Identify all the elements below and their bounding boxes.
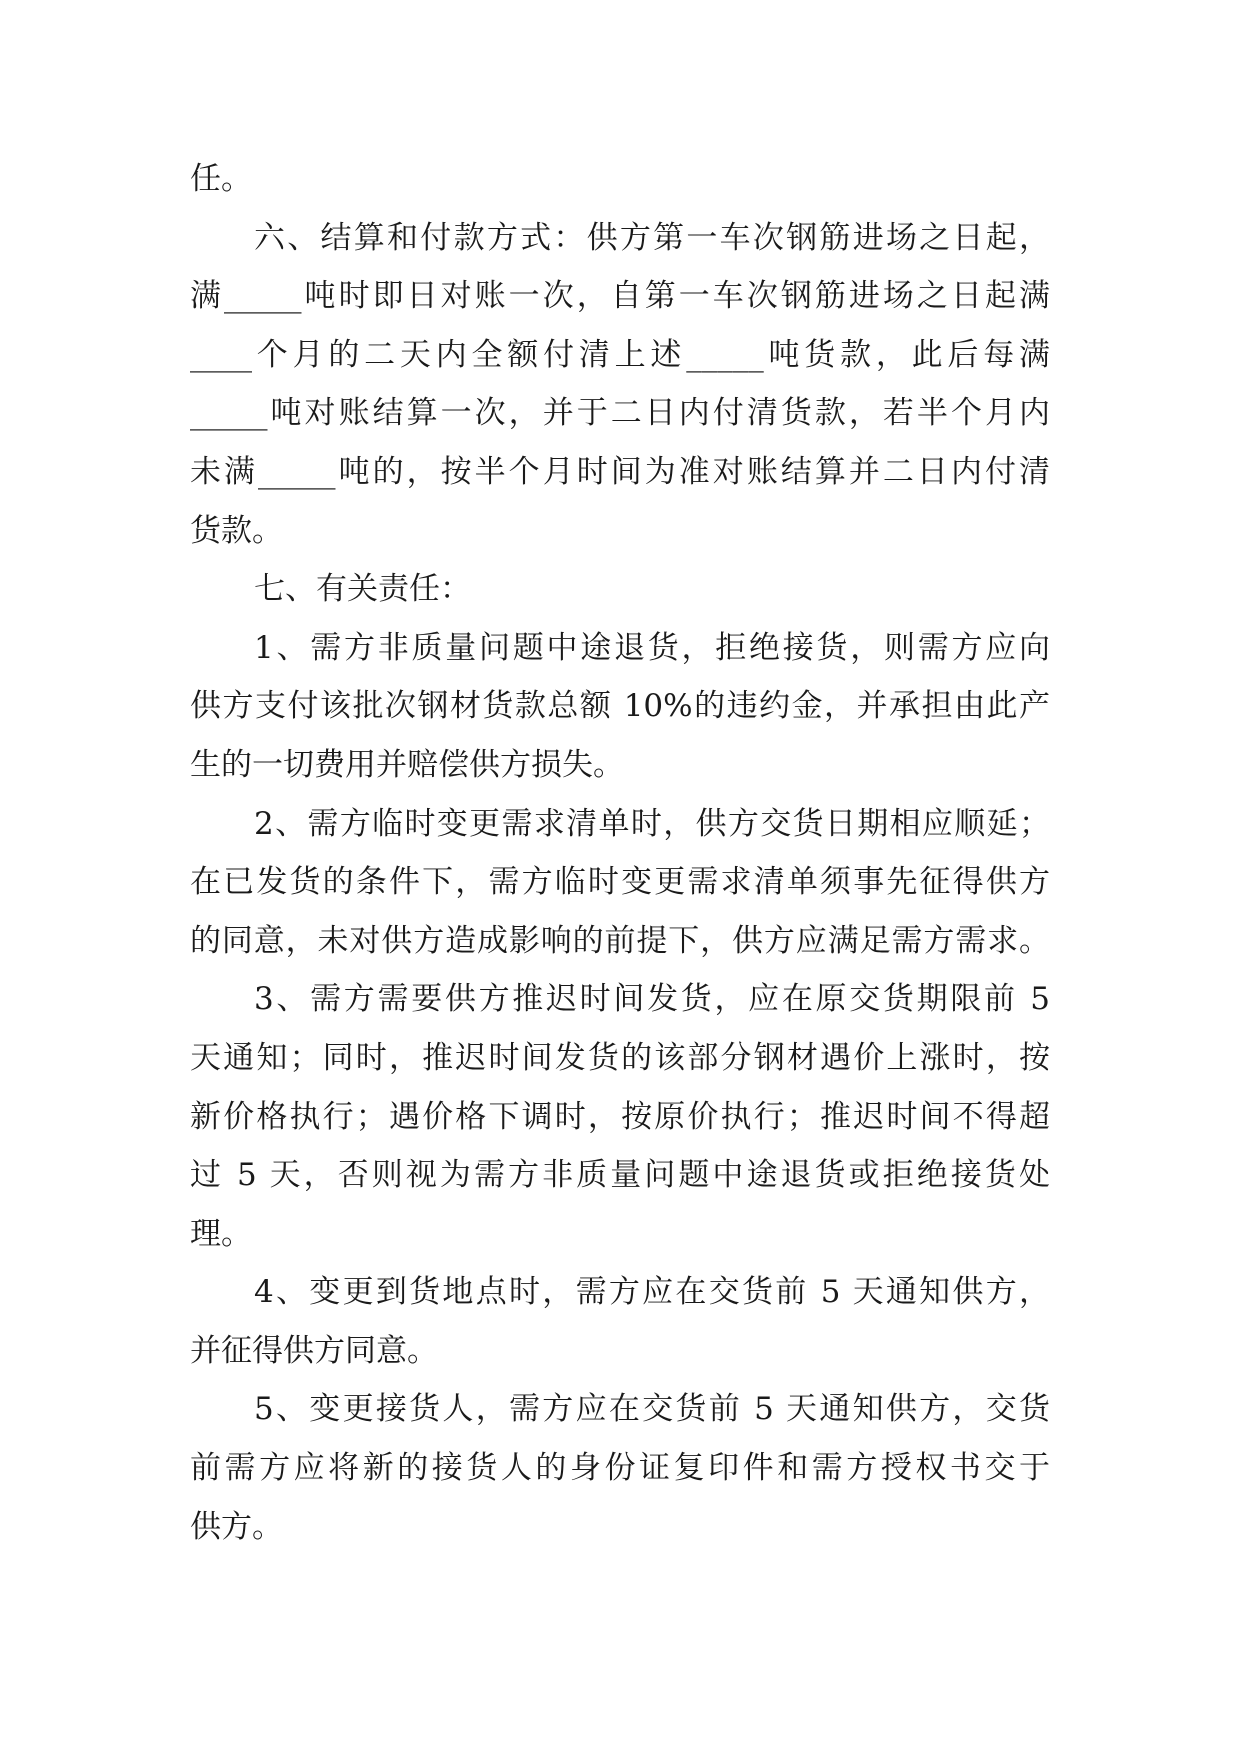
text-line: ____个月的二天内全额付清上述_____吨货款，此后每满 [190, 336, 1050, 373]
text-line: 3、需方需要供方推迟时间发货，应在原交货期限前 5 [254, 981, 1050, 1018]
text-line: 2、需方临时变更需求清单时，供方交货日期相应顺延； [254, 805, 1050, 842]
text-line: 未满_____吨的，按半个月时间为准对账结算并二日内付清 [190, 453, 1050, 490]
text-line: 新价格执行；遇价格下调时，按原价执行；推迟时间不得超 [190, 1098, 1050, 1135]
text-line: 货款。 [190, 512, 283, 549]
text-line: 在已发货的条件下，需方临时变更需求清单须事先征得供方 [190, 864, 1050, 901]
text-line: 并征得供方同意。 [190, 1332, 438, 1369]
text-line: 前需方应将新的接货人的身份证复印件和需方授权书交于 [190, 1450, 1050, 1487]
text-line: 1、需方非质量问题中途退货，拒绝接货，则需方应向 [254, 629, 1050, 666]
text-line: 5、变更接货人，需方应在交货前 5 天通知供方，交货 [254, 1391, 1050, 1428]
text-line: 供方支付该批次钢材货款总额 10%的违约金，并承担由此产 [190, 688, 1050, 725]
text-line: 生的一切费用并赔偿供方损失。 [190, 746, 624, 783]
text-line: 供方。 [190, 1508, 283, 1545]
text-line: 理。 [190, 1215, 252, 1252]
text-line: 过 5 天，否则视为需方非质量问题中途退货或拒绝接货处 [190, 1157, 1050, 1194]
text-line: 的同意，未对供方造成影响的前提下，供方应满足需方需求。 [190, 922, 1050, 959]
text-line: 满_____吨时即日对账一次，自第一车次钢筋进场之日起满 [190, 278, 1050, 315]
section-heading: 七、有关责任： [254, 571, 471, 608]
text-line: 天通知；同时，推迟时间发货的该部分钢材遇价上涨时，按 [190, 1039, 1050, 1076]
document-page [190, 150, 1050, 1556]
text-line: _____吨对账结算一次，并于二日内付清货款，若半个月内 [190, 395, 1050, 432]
text-line: 任。 [190, 161, 252, 197]
text-line: 4、变更到货地点时，需方应在交货前 5 天通知供方， [254, 1274, 1050, 1311]
text-line: 六、结算和付款方式：供方第一车次钢筋进场之日起， [254, 219, 1050, 256]
